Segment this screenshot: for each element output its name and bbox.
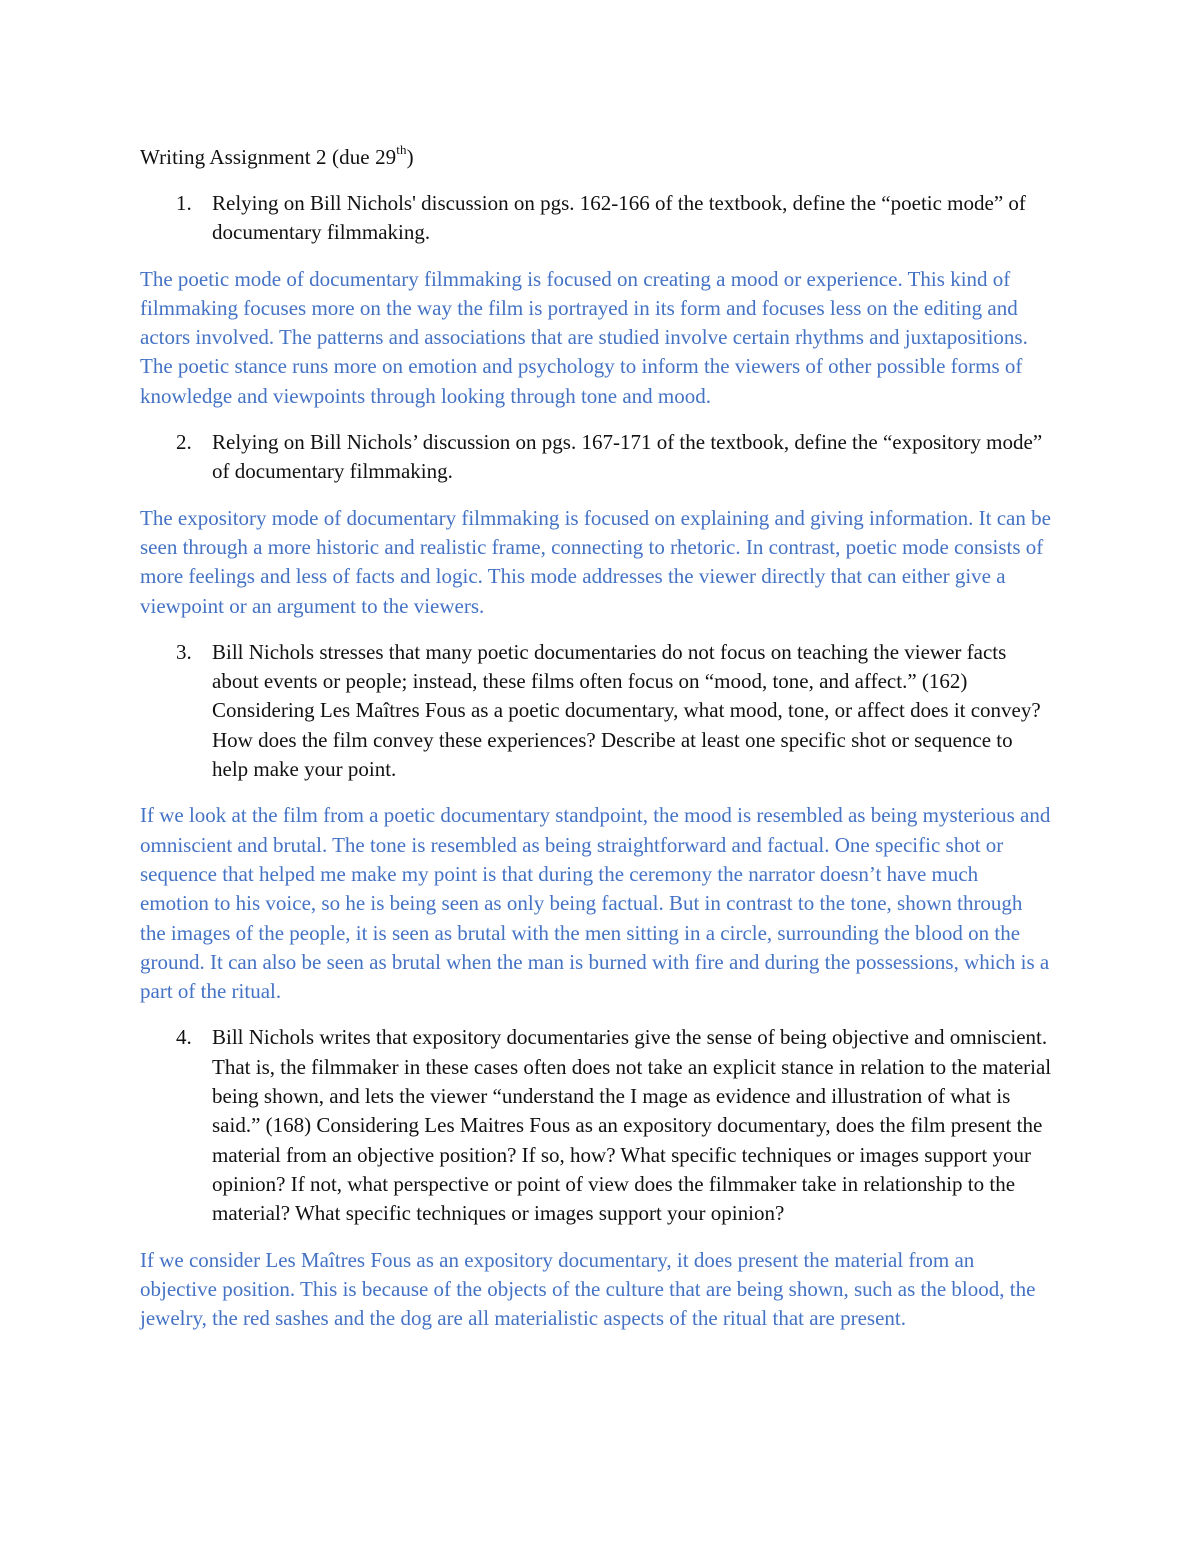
question-3 xyxy=(140,638,1060,784)
answer-2: The expository mode of documentary filmmaking is focused on explaining and giving information. It can be seen through a more historic and realistic frame, connecting to rhetoric. In contrast, poetic mode consists of more feelings and less of facts and logic. This mode addresses the viewer directly that can either give a viewpoint or an argument to the viewers. xyxy=(140,505,1051,618)
question-text: Bill Nichols stresses that many poetic documentaries do not focus on teaching the viewer facts about events or people; instead, these films often focus on “mood, tone, and affect.” (162) Considering Les Maîtres Fous as a poetic documentary, what mood, tone, or affect does it convey? How does the film convey these experiences? Describe at least one specific shot or sequence to help make your point. xyxy=(212,639,1041,782)
document-title xyxy=(140,143,1060,172)
answer-3: If we look at the film from a poetic documentary standpoint, the mood is resembled as being mysterious and omniscient and brutal. The tone is resembled as being straightforward and factual. One specific shot or sequence that helped me make my point is that during the ceremony the narrator doesn’t have much emotion to his voice, so he is being seen as only being factual. But in contrast to the tone, shown through the images of the people, it is seen as brutal with the men sitting in a circle, surrounding the blood on the ground. It can also be seen as brutal when the man is burned with fire and during the possessions, which is a part of the ritual. xyxy=(140,803,1051,1004)
question-text: Relying on Bill Nichols' discussion on pgs. 162-166 of the textbook, define the “poetic mode” of documentary filmmaking. xyxy=(212,191,1026,245)
answer-1: The poetic mode of documentary filmmaking is focused on creating a mood or experience. This kind of filmmaking focuses more on the way the film is portrayed in its form and focuses less on the editing and actors involved. The patterns and associations that are studied involve certain rhythms and juxtapositions. The poetic stance runs more on emotion and psychology to inform the viewers of other possible forms of knowledge and viewpoints through looking through tone and mood. xyxy=(140,266,1028,408)
question-number: 2. xyxy=(176,430,192,455)
title-superscript: th xyxy=(396,142,407,157)
question-number: 1. xyxy=(176,191,192,215)
question-text: Bill Nichols writes that expository documentaries give the sense of being objective and omniscient. That is, the filmmaker in these cases often does not take an explicit stance in relation to the material being shown, and lets the viewer “understand the I mage as evidence and illustration of what is said.” (168) Considering Les Maitres Fous as an expository documentary, does the film present the material from an objective position? If so, how? What specific techniques or images support your opinion? If not, what perspective or point of view does the filmmaker take in relationship to the material? What specific techniques or images support your opinion? xyxy=(212,1025,1052,1226)
question-1 xyxy=(140,189,1060,248)
question-2 xyxy=(140,428,1060,487)
question-text: Relying on Bill Nichols’ discussion on pgs. 167-171 of the textbook, define the “expository mode” of documentary filmmaking. xyxy=(212,430,1043,484)
title-text: Writing Assignment 2 (due 29 xyxy=(140,145,397,169)
question-4 xyxy=(140,1023,1060,1228)
answer-4: If we consider Les Maîtres Fous as an expository documentary, it does present the material from an objective position. This is because of the objects of the culture that are being shown, such as the blood, the jewelry, the red sashes and the dog are all materialistic aspects of the ritual that are present. xyxy=(140,1247,1036,1331)
title-suffix: ) xyxy=(406,145,414,169)
question-number: 4. xyxy=(176,1025,192,1050)
question-number: 3. xyxy=(176,639,192,664)
